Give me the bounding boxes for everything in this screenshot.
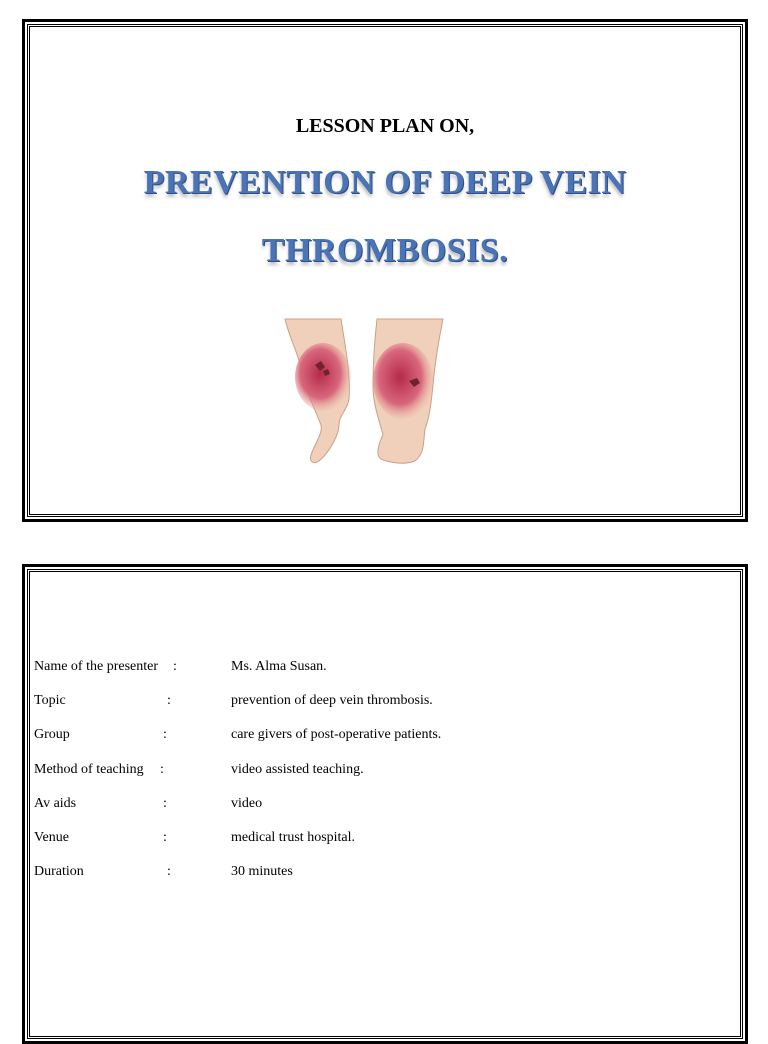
detail-label: Topic [34,693,66,709]
right-leg-inflammation [373,343,433,419]
detail-label: Duration [34,864,84,880]
detail-value: video assisted teaching. [231,761,364,777]
legs-illustration [279,315,449,465]
detail-colon: : [167,693,171,709]
detail-row-group [34,727,714,761]
detail-colon: : [173,659,177,674]
detail-value: video [231,795,263,811]
title-line-1: PREVENTION OF DEEP VEIN [143,164,627,201]
detail-colon: : [167,864,171,880]
detail-row-av-aids [34,796,714,830]
detail-value: medical trust hospital. [231,829,356,845]
detail-label: Group [34,727,70,743]
detail-colon: : [163,727,167,743]
detail-colon: : [160,761,164,777]
detail-row-venue [34,830,714,864]
detail-label: Name of the presenter [34,659,158,674]
info-page [22,564,748,1044]
detail-label: Venue [34,829,69,845]
cover-page [22,19,748,522]
detail-value: 30 minutes [231,864,293,880]
detail-value: prevention of deep vein thrombosis. [231,693,433,709]
detail-row-presenter [34,659,714,693]
lesson-plan-subtitle: LESSON PLAN ON, [295,115,475,137]
detail-row-topic [34,693,714,727]
lesson-details-table [34,659,714,898]
detail-value: care givers of post-operative patients. [231,727,442,743]
title-line-2: THROMBOSIS. [261,232,509,269]
detail-row-duration [34,864,714,898]
detail-colon: : [163,795,167,811]
left-leg-inflammation [295,343,351,411]
detail-colon: : [163,829,167,845]
detail-label: Method of teaching [34,761,144,777]
detail-label: Av aids [34,795,77,811]
detail-value: Ms. Alma Susan. [231,659,327,674]
detail-row-method [34,762,714,796]
